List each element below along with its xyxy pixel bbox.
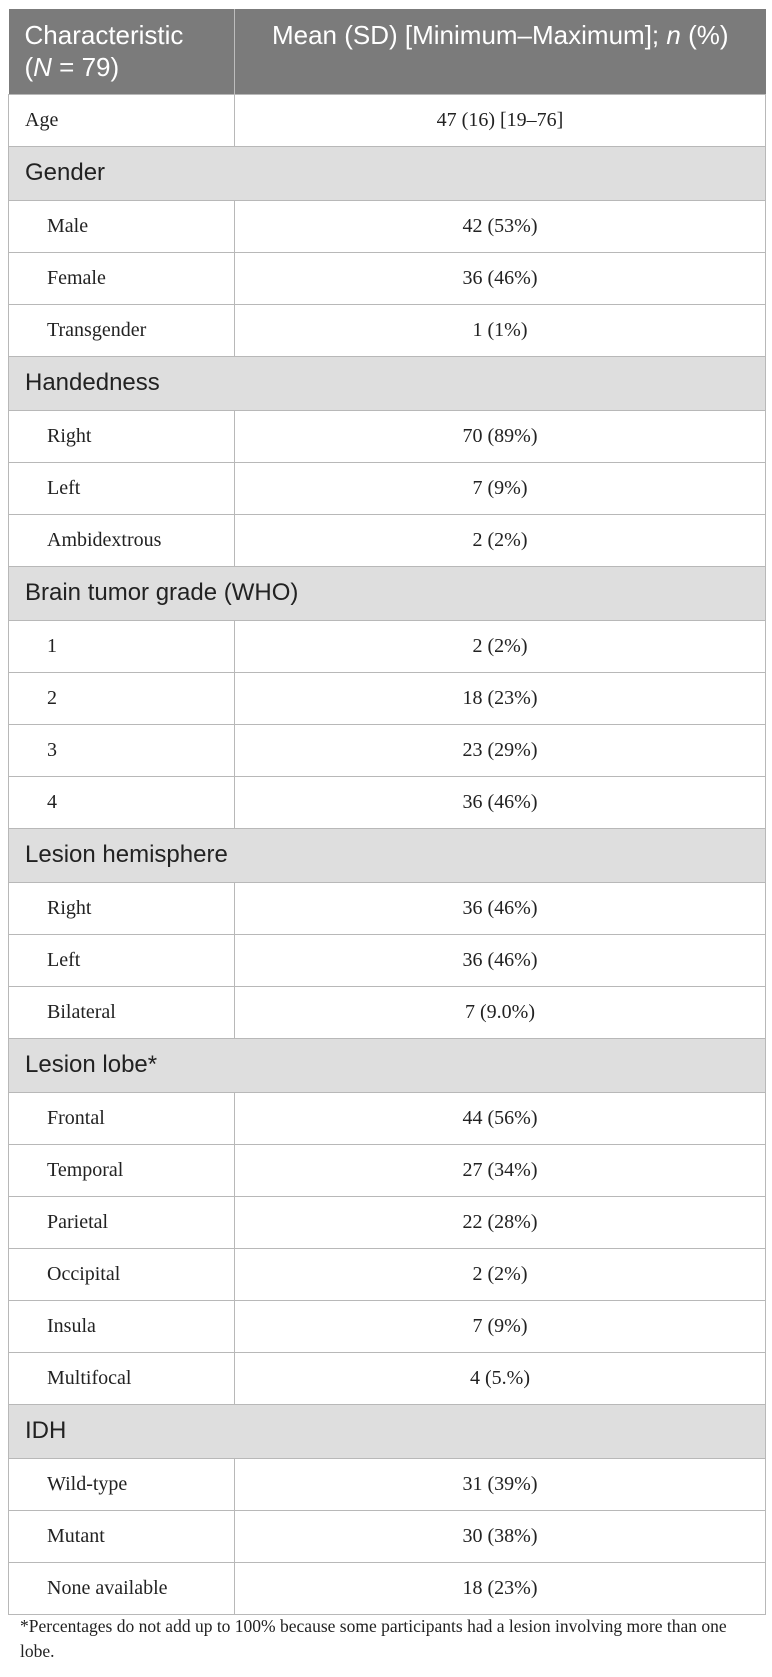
row-label: Parietal (9, 1196, 235, 1248)
row-label: Multifocal (9, 1352, 235, 1404)
table-row (9, 882, 766, 934)
table-row (9, 1352, 766, 1404)
row-value: 31 (39%) (235, 1458, 766, 1510)
table-row (9, 1092, 766, 1144)
row-label: Insula (9, 1300, 235, 1352)
row-label: Male (9, 200, 235, 252)
table-row (9, 1248, 766, 1300)
header-characteristic (9, 9, 235, 94)
table-row-age (9, 94, 766, 146)
header-statistic-italic: n (666, 20, 681, 50)
row-value: 42 (53%) (235, 200, 766, 252)
row-label: 2 (9, 672, 235, 724)
row-value: 1 (1%) (235, 304, 766, 356)
header-n-close: = 79) (51, 52, 120, 82)
row-value: 18 (23%) (235, 1562, 766, 1614)
section-title: Handedness (9, 356, 766, 410)
table-row (9, 252, 766, 304)
row-value: 22 (28%) (235, 1196, 766, 1248)
table-row (9, 620, 766, 672)
row-value: 18 (23%) (235, 672, 766, 724)
row-value: 36 (46%) (235, 252, 766, 304)
table-row (9, 1562, 766, 1614)
header-statistic-suffix: (%) (680, 20, 729, 50)
row-label: Ambidextrous (9, 514, 235, 566)
row-value: 2 (2%) (235, 514, 766, 566)
characteristics-table (8, 9, 766, 1615)
row-label: Female (9, 252, 235, 304)
header-n-italic: N (33, 52, 52, 82)
characteristics-table-container (8, 9, 765, 1615)
section-header-row (9, 356, 766, 410)
section-title: Brain tumor grade (WHO) (9, 566, 766, 620)
row-label: Age (9, 94, 235, 146)
row-value: 2 (2%) (235, 620, 766, 672)
row-value: 30 (38%) (235, 1510, 766, 1562)
row-label: Left (9, 934, 235, 986)
row-label: 3 (9, 724, 235, 776)
row-value: 36 (46%) (235, 776, 766, 828)
row-label: Transgender (9, 304, 235, 356)
table-row (9, 304, 766, 356)
row-value: 2 (2%) (235, 1248, 766, 1300)
table-row (9, 1144, 766, 1196)
section-title: IDH (9, 1404, 766, 1458)
row-value: 36 (46%) (235, 882, 766, 934)
row-label: 1 (9, 620, 235, 672)
row-label: Occipital (9, 1248, 235, 1300)
row-value: 27 (34%) (235, 1144, 766, 1196)
section-title: Gender (9, 146, 766, 200)
table-row (9, 1510, 766, 1562)
section-header-row (9, 146, 766, 200)
row-label: Right (9, 410, 235, 462)
row-value: 36 (46%) (235, 934, 766, 986)
row-label: Bilateral (9, 986, 235, 1038)
section-header-row (9, 566, 766, 620)
table-row (9, 200, 766, 252)
table-row (9, 410, 766, 462)
row-label: Mutant (9, 1510, 235, 1562)
row-value: 7 (9%) (235, 462, 766, 514)
section-header-row (9, 828, 766, 882)
row-label: None available (9, 1562, 235, 1614)
table-row (9, 934, 766, 986)
table-footnote: *Percentages do not add up to 100% because some participants had a lesion involving more than one lobe. (20, 1616, 727, 1661)
row-label: Right (9, 882, 235, 934)
row-value: 47 (16) [19–76] (235, 94, 766, 146)
row-value: 23 (29%) (235, 724, 766, 776)
section-header-row (9, 1038, 766, 1092)
header-statistic-text: Mean (SD) [Minimum–Maximum]; (271, 20, 667, 50)
table-row (9, 462, 766, 514)
row-value: 7 (9.0%) (235, 986, 766, 1038)
table-row (9, 672, 766, 724)
section-title: Lesion hemisphere (9, 828, 766, 882)
header-statistic (235, 9, 766, 94)
table-row (9, 1196, 766, 1248)
table-row (9, 776, 766, 828)
row-label: Temporal (9, 1144, 235, 1196)
header-characteristic-line1: Characteristic (24, 20, 184, 50)
row-value: 44 (56%) (235, 1092, 766, 1144)
row-value: 7 (9%) (235, 1300, 766, 1352)
section-title: Lesion lobe* (9, 1038, 766, 1092)
table-row (9, 724, 766, 776)
row-label: Wild-type (9, 1458, 235, 1510)
table-row (9, 1458, 766, 1510)
table-row (9, 514, 766, 566)
table-row (9, 1300, 766, 1352)
section-header-row (9, 1404, 766, 1458)
table-body (9, 94, 766, 1614)
row-label: 4 (9, 776, 235, 828)
row-label: Frontal (9, 1092, 235, 1144)
row-label: Left (9, 462, 235, 514)
header-n-open: ( (24, 52, 34, 82)
row-value: 70 (89%) (235, 410, 766, 462)
row-value: 4 (5.%) (235, 1352, 766, 1404)
table-row (9, 986, 766, 1038)
table-header-row (9, 9, 766, 94)
